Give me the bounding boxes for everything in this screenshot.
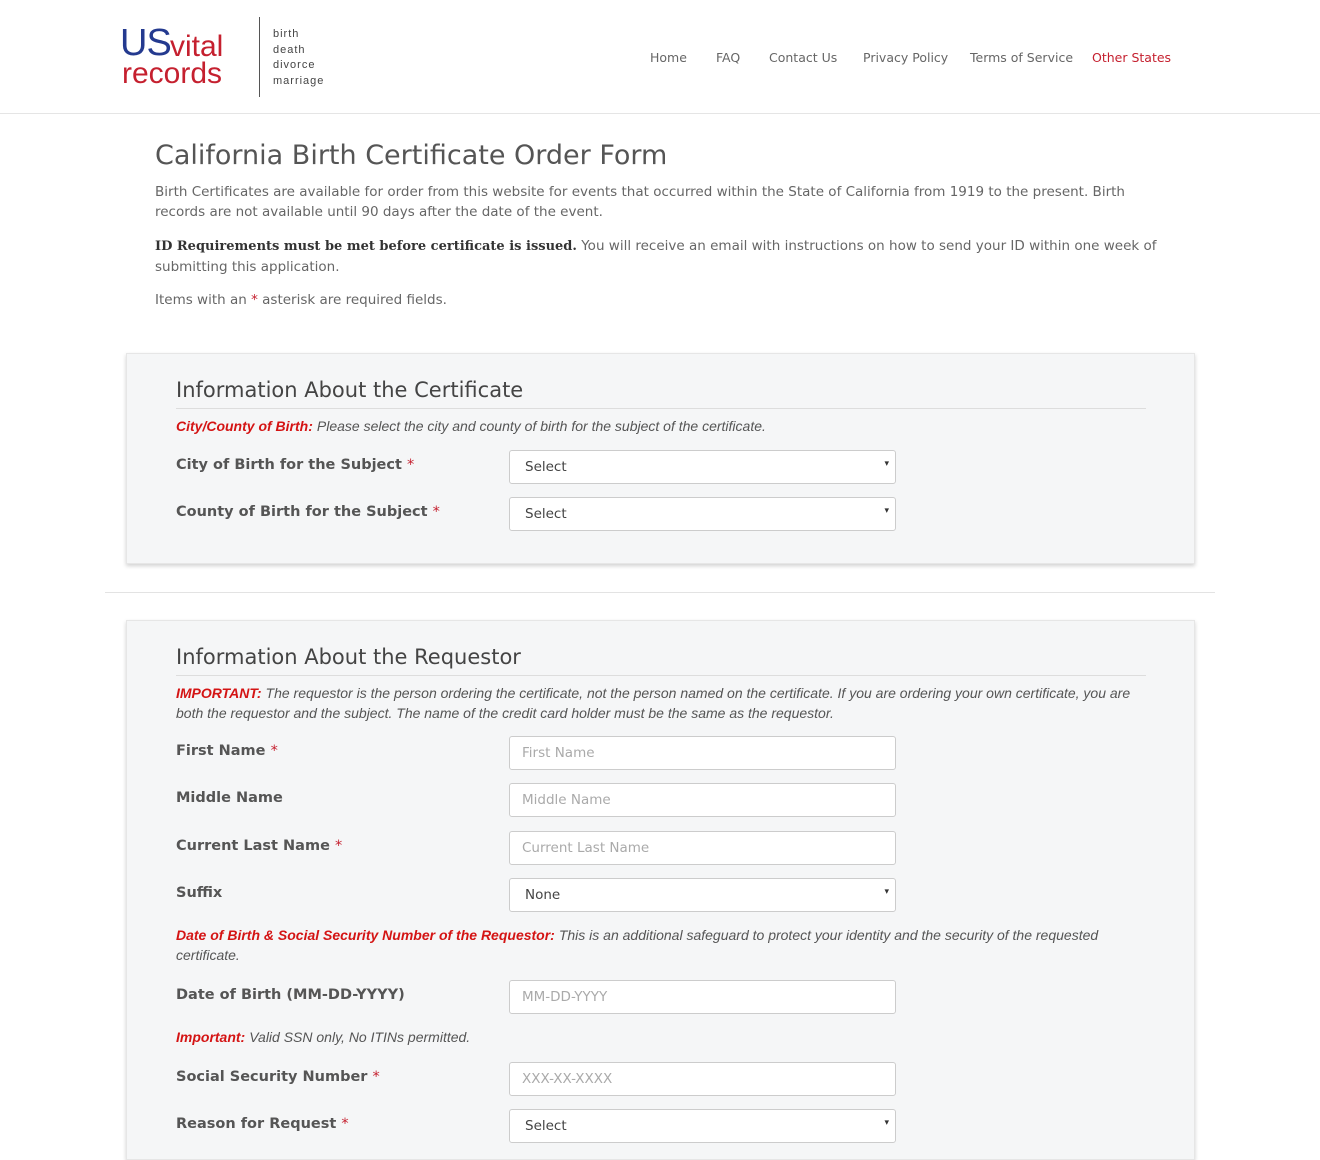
requestor-important-note	[176, 683, 1141, 723]
city-county-note-label: City/County of Birth:	[176, 418, 313, 434]
ssn-note-text: Valid SSN only, No ITINs permitted.	[249, 1029, 471, 1045]
last-name-label	[176, 838, 342, 854]
city-county-note	[176, 416, 1146, 436]
last-name-input[interactable]	[509, 831, 896, 865]
intro-section	[155, 138, 1175, 308]
requestor-important-text: The requestor is the person ordering the certificate, not the person named on the certificate. If you are ordering your own certificate, you are both the requestor and the subject. The name of the credit card holder must be the same as the requestor.	[176, 685, 1131, 721]
id-requirements-bold: ID Requirements must be met before certificate is issued.	[155, 239, 577, 254]
dob-ssn-note-label: Date of Birth & Social Security Number of the Requestor:	[176, 927, 555, 943]
logo-vital-text: vital	[170, 30, 224, 63]
ssn-note	[176, 1027, 470, 1047]
dob-ssn-note	[176, 925, 1141, 965]
first-name-input[interactable]	[509, 736, 896, 770]
county-of-birth-label-text: County of Birth for the Subject	[176, 504, 428, 520]
logo-tag-divorce: divorce	[273, 59, 316, 71]
certificate-panel-title: Information About the Certificate	[176, 375, 1146, 409]
dob-label: Date of Birth (MM-DD-YYYY)	[176, 987, 405, 1003]
city-county-note-text: Please select the city and county of birth for the subject of the certificate.	[316, 418, 766, 434]
city-of-birth-select[interactable]	[509, 450, 896, 484]
suffix-label: Suffix	[176, 885, 223, 901]
nav-home-link[interactable]: Home	[650, 50, 687, 65]
usvitalrecords-logo[interactable]	[120, 17, 335, 97]
requestor-panel-title: Information About the Requestor	[176, 642, 1146, 676]
required-note-after: asterisk are required fields.	[257, 292, 447, 308]
chevron-down-icon: ▾	[884, 459, 889, 469]
last-name-label-text: Current Last Name	[176, 838, 330, 854]
dob-row	[176, 980, 1146, 1014]
reason-label	[176, 1116, 349, 1132]
chevron-down-icon: ▾	[884, 1118, 889, 1128]
suffix-select[interactable]	[509, 878, 896, 912]
logo-us-text: US	[120, 22, 171, 64]
page-title: California Birth Certificate Order Form	[155, 140, 668, 171]
nav-other-states-link[interactable]: Other States	[1092, 50, 1172, 65]
suffix-selected-value: None	[525, 887, 561, 903]
first-name-row	[176, 736, 1146, 770]
logo-tag-birth: birth	[273, 28, 300, 40]
intro-availability-text: Birth Certificates are available for order from this website for events that occurred within the State of California from 1919 to the present. Birth records are not available until 90 days after the date of the event.	[155, 184, 1125, 220]
county-of-birth-selected-value: Select	[525, 506, 567, 522]
required-note-before: Items with an	[155, 292, 252, 308]
requestor-important-label: IMPORTANT:	[176, 685, 262, 701]
reason-row	[176, 1109, 1146, 1143]
section-divider	[105, 592, 1215, 593]
required-fields-note	[155, 290, 447, 310]
reason-label-text: Reason for Request	[176, 1116, 337, 1132]
city-of-birth-label-text: City of Birth for the Subject	[176, 457, 402, 473]
first-name-label	[176, 743, 278, 759]
dob-ssn-note-text: This is an additional safeguard to protect your identity and the security of the requested certificate.	[176, 927, 1099, 963]
city-of-birth-selected-value: Select	[525, 459, 567, 475]
ssn-row	[176, 1062, 1146, 1096]
requestor-info-panel	[126, 620, 1195, 1160]
city-of-birth-row	[176, 450, 1146, 484]
county-of-birth-select[interactable]	[509, 497, 896, 531]
required-asterisk: *	[270, 743, 278, 759]
logo-tag-death: death	[273, 43, 306, 56]
county-of-birth-row	[176, 497, 1146, 531]
reason-select[interactable]	[509, 1109, 896, 1143]
city-of-birth-label	[176, 457, 414, 473]
ssn-label-text: Social Security Number	[176, 1069, 368, 1085]
id-requirements-rest: You will receive an email with instructions on how to send your ID within one week of submitting this application.	[155, 238, 1157, 275]
logo-records-text: records	[122, 57, 223, 90]
suffix-row	[176, 878, 1146, 912]
reason-selected-value: Select	[525, 1118, 567, 1134]
site-header	[0, 0, 1320, 114]
logo-tagline	[273, 27, 324, 89]
dob-input[interactable]	[509, 980, 896, 1014]
required-asterisk: *	[341, 1116, 349, 1132]
nav-terms-link[interactable]: Terms of Service	[970, 50, 1074, 65]
required-asterisk: *	[372, 1069, 380, 1085]
logo-tag-marriage: marriage	[273, 74, 325, 87]
nav-contact-link[interactable]: Contact Us	[769, 50, 838, 65]
middle-name-input[interactable]	[509, 783, 896, 817]
ssn-note-label: Important:	[176, 1029, 246, 1045]
middle-name-label: Middle Name	[176, 790, 283, 806]
required-asterisk: *	[432, 504, 440, 520]
logo-divider	[259, 17, 260, 97]
middle-name-row	[176, 783, 1146, 817]
certificate-info-panel	[126, 353, 1195, 564]
first-name-label-text: First Name	[176, 743, 266, 759]
last-name-row	[176, 831, 1146, 865]
chevron-down-icon: ▾	[884, 887, 889, 897]
required-asterisk: *	[251, 292, 258, 308]
ssn-label	[176, 1069, 380, 1085]
ssn-input[interactable]	[509, 1062, 896, 1096]
nav-faq-link[interactable]: FAQ	[716, 50, 741, 65]
chevron-down-icon: ▾	[884, 506, 889, 516]
required-asterisk: *	[334, 838, 343, 854]
nav-privacy-link[interactable]: Privacy Policy	[863, 50, 949, 65]
intro-id-requirements-text	[155, 236, 1170, 277]
county-of-birth-label	[176, 504, 440, 520]
required-asterisk: *	[406, 457, 415, 473]
